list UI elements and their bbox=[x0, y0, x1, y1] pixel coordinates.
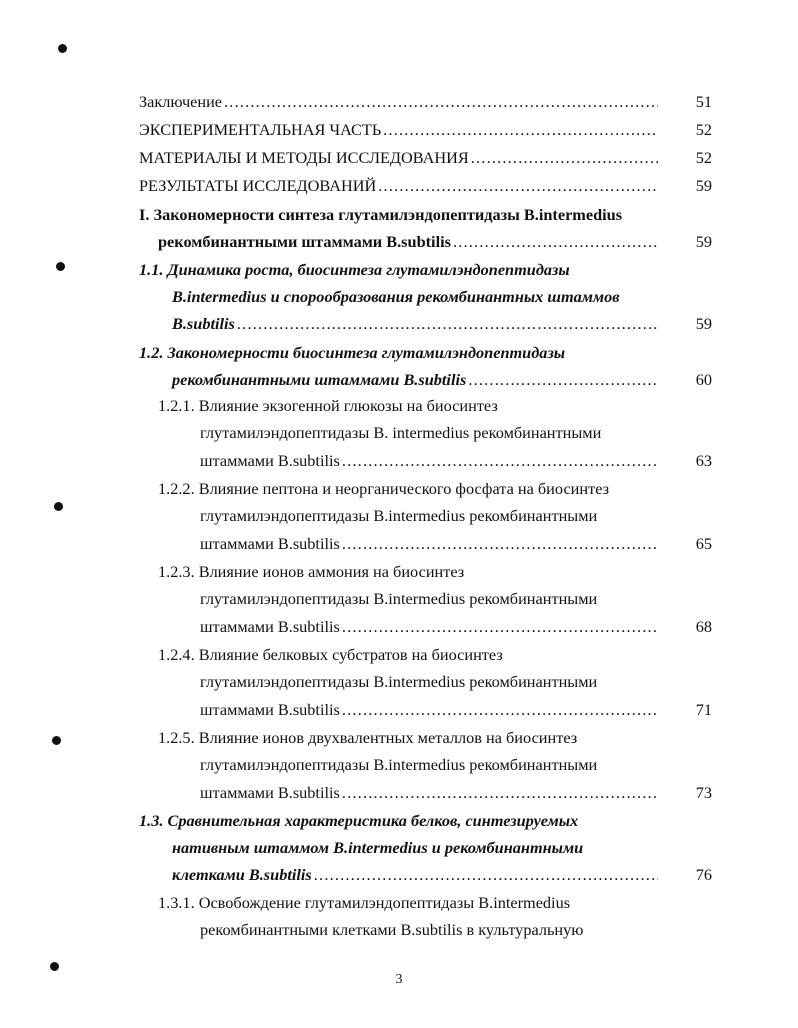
toc-entry-title: рекомбинантными штаммами B.subtilis bbox=[158, 232, 451, 251]
toc-entry-title: глутамилэндопептидазы B.intermedius рекомбинантными bbox=[200, 672, 598, 691]
toc-page-number: 52 bbox=[695, 120, 712, 139]
toc-item-line[interactable] bbox=[200, 420, 601, 446]
toc-section-line[interactable] bbox=[158, 229, 660, 255]
toc-item-line[interactable] bbox=[200, 780, 660, 806]
toc-item-line[interactable] bbox=[200, 752, 597, 778]
toc-entry-title: рекомбинантными клетками B.subtilis в культуральную bbox=[200, 920, 584, 939]
toc-entry-title: штаммами B.subtilis bbox=[200, 700, 340, 719]
toc-item-line[interactable] bbox=[200, 697, 660, 723]
toc-page-number: 76 bbox=[695, 865, 712, 884]
toc-item-line[interactable] bbox=[200, 586, 597, 612]
toc-page-number: 71 bbox=[695, 700, 712, 719]
toc-entry-title: 1.2.2. Влияние пептона и неорганического фосфата на биосинтез bbox=[158, 479, 610, 498]
toc-page-number: 65 bbox=[695, 534, 712, 553]
toc-subsection-line[interactable] bbox=[172, 284, 620, 310]
binder-hole-mark bbox=[54, 502, 63, 511]
toc-entry-title: глутамилэндопептидазы B.intermedius рекомбинантными bbox=[200, 506, 598, 525]
binder-hole-mark bbox=[56, 262, 65, 271]
toc-page-number: 60 bbox=[695, 370, 712, 389]
toc-entry[interactable] bbox=[139, 89, 660, 115]
toc-page-number: 59 bbox=[695, 176, 712, 195]
toc-page-number: 51 bbox=[695, 92, 712, 111]
toc-entry-title: РЕЗУЛЬТАТЫ ИССЛЕДОВАНИЙ bbox=[139, 176, 377, 195]
toc-entry-title: штаммами B.subtilis bbox=[200, 617, 340, 636]
binder-hole-mark bbox=[50, 962, 59, 971]
toc-subsection-line[interactable] bbox=[172, 835, 583, 861]
toc-page-number: 59 bbox=[695, 232, 712, 251]
toc-item-line[interactable] bbox=[200, 531, 660, 557]
toc-entry-title: штаммами B.subtilis bbox=[200, 783, 340, 802]
toc-item-line[interactable] bbox=[158, 890, 570, 916]
toc-entry-title: глутамилэндопептидазы B.intermedius рекомбинантными bbox=[200, 589, 598, 608]
toc-entry-title: МАТЕРИАЛЫ И МЕТОДЫ ИССЛЕДОВАНИЯ bbox=[139, 148, 469, 167]
toc-item-line[interactable] bbox=[158, 393, 498, 419]
toc-entry-title: 1.3. Сравнительная характеристика белков, синтезируемых bbox=[139, 811, 579, 830]
toc-entry-title: штаммами B.subtilis bbox=[200, 534, 340, 553]
toc-subsection-line[interactable] bbox=[172, 311, 660, 337]
toc-entry-title: 1.1. Динамика роста, биосинтеза глутамилэндопептидазы bbox=[139, 260, 570, 279]
toc-item-line[interactable] bbox=[200, 917, 583, 943]
toc-item-line[interactable] bbox=[200, 669, 597, 695]
toc-entry-title: 1.3.1. Освобождение глутамилэндопептидазы B.intermedius bbox=[158, 893, 571, 912]
toc-entry-title: нативным штаммом B.intermedius и рекомбинантными bbox=[172, 838, 584, 857]
toc-entry-title: 1.2.3. Влияние ионов аммония на биосинтез bbox=[158, 562, 465, 581]
toc-entry-title: I. Закономерности синтеза глутамилэндопептидазы B.intermedius bbox=[139, 205, 623, 224]
toc-page-number: 68 bbox=[695, 617, 712, 636]
toc-item-line[interactable] bbox=[200, 503, 597, 529]
toc-entry-title: ЭКСПЕРИМЕНТАЛЬНАЯ ЧАСТЬ bbox=[139, 120, 382, 139]
toc-entry-title: рекомбинантными штаммами B.subtilis bbox=[172, 370, 467, 389]
toc-item-line[interactable] bbox=[158, 642, 503, 668]
toc-entry-title: 1.2.4. Влияние белковых субстратов на биосинтез bbox=[158, 645, 503, 664]
toc-entry-title: Заключение bbox=[139, 92, 223, 111]
toc-entry[interactable] bbox=[139, 145, 660, 171]
toc-subsection-line[interactable] bbox=[172, 367, 660, 393]
toc-subsection-line[interactable] bbox=[139, 808, 578, 834]
toc-item-line[interactable] bbox=[200, 448, 660, 474]
toc-entry-title: 1.2. Закономерности биосинтеза глутамилэндопептидазы bbox=[139, 343, 566, 362]
toc-page-number: 63 bbox=[695, 451, 712, 470]
toc-entry-title: глутамилэндопептидазы B.intermedius рекомбинантными bbox=[200, 755, 598, 774]
binder-hole-mark bbox=[58, 44, 67, 53]
toc-entry-title: B.intermedius и спорообразования рекомбинантных штаммов bbox=[172, 287, 620, 306]
page-number: 3 bbox=[395, 972, 403, 987]
toc-item-line[interactable] bbox=[158, 559, 464, 585]
toc-entry-title: глутамилэндопептидазы B. intermedius рекомбинантными bbox=[200, 423, 602, 442]
toc-subsection-line[interactable] bbox=[172, 862, 660, 888]
toc-page-number: 73 bbox=[695, 783, 712, 802]
toc-section-line[interactable] bbox=[139, 202, 622, 228]
toc-item-line[interactable] bbox=[200, 614, 660, 640]
toc-entry-title: B.subtilis bbox=[172, 314, 235, 333]
toc-entry-title: клетками B.subtilis bbox=[172, 865, 312, 884]
toc-item-line[interactable] bbox=[158, 725, 577, 751]
toc-entry-title: 1.2.5. Влияние ионов двухвалентных металлов на биосинтез bbox=[158, 728, 578, 747]
toc-entry-title: 1.2.1. Влияние экзогенной глюкозы на биосинтез bbox=[158, 396, 498, 415]
toc-item-line[interactable] bbox=[158, 476, 609, 502]
binder-hole-mark bbox=[52, 736, 61, 745]
toc-entry-title: штаммами B.subtilis bbox=[200, 451, 340, 470]
toc-page-number: 59 bbox=[695, 314, 712, 333]
toc-subsection-line[interactable] bbox=[139, 340, 565, 366]
toc-page-number: 52 bbox=[695, 148, 712, 167]
toc-entry[interactable] bbox=[139, 173, 660, 199]
toc-entry[interactable] bbox=[139, 117, 660, 143]
toc-subsection-line[interactable] bbox=[139, 257, 570, 283]
